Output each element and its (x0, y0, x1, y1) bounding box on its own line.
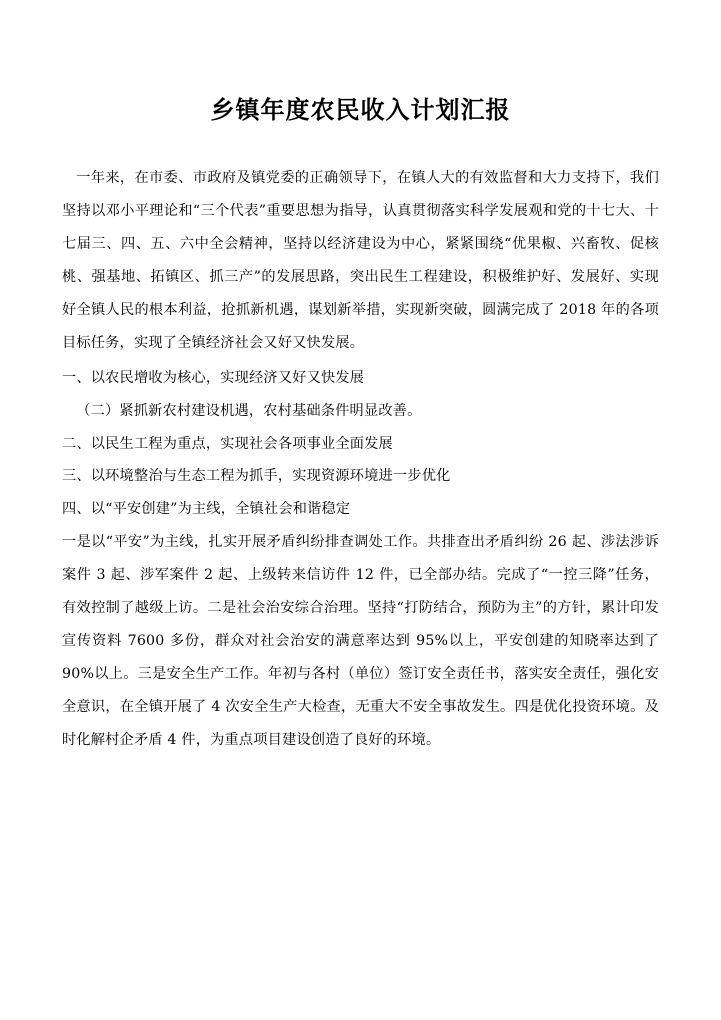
heading-section-one: 一、以农民增收为核心，实现经济又好又快发展 (62, 369, 365, 386)
heading-section-four: 四、以“平安创建”为主线，全镇社会和谐稳定 (62, 501, 351, 518)
page-title: 乡镇年度农民收入计划汇报 (210, 95, 511, 124)
heading-section-three: 三、以环境整治与生态工程为抓手，实现资源环境进一步优化 (62, 468, 451, 485)
paragraph-intro: 一年来，在市委、市政府及镇党委的正确领导下，在镇人大的有效监督和大力支持下，我们坚持以邓小平理论和“三个代表”重要思想为指导，认真贯彻落实科学发展观和党的十七大、十七届三、四、五、六中全会精神，坚持以经济建设为中心，紧紧围绕“优果椒、兴畜牧、促核桃、强基地、拓镇区、抓三产”的发展思路，突出民生工程建设，积极维护好、发展好、实现好全镇人民的根本利益，抢抓新机遇，谋划新举措，实现新突破，圆满完成了 2018 年的各项目标任务，实现了全镇经济社会又好又快发展。 (62, 170, 659, 351)
heading-section-two: 二、以民生工程为重点，实现社会各项事业全面发展 (62, 435, 393, 452)
paragraph-section-four-body: 一是以“平安”为主线，扎实开展矛盾纠纷排查调处工作。共排查出矛盾纠纷 26 起、涉法涉诉案件 3 起、涉军案件 2 起、上级转来信访件 12 件，已全部办结。完成了“一控三降”任务，有效控制了越级上访。二是社会治安综合治理。坚持“打防结合，预防为主”的方针，累计印发宣传资料 7600 多份，群众对社会治安的满意率达到 95%以上，平安创建的知晓率达到了 90%以上。三是安全生产工作。年初与各村（单位）签订安全责任书，落实安全责任，强化安全意识，在全镇开展了 4 次安全生产大检查，无重大不安全事故发生。四是优化投资环境。及时化解村企矛盾 4 件，为重点项目建设创造了良好的环境。 (62, 534, 659, 748)
subheading-section-one-two: （二）紧抓新农村建设机遇，农村基础条件明显改善。 (76, 402, 422, 419)
